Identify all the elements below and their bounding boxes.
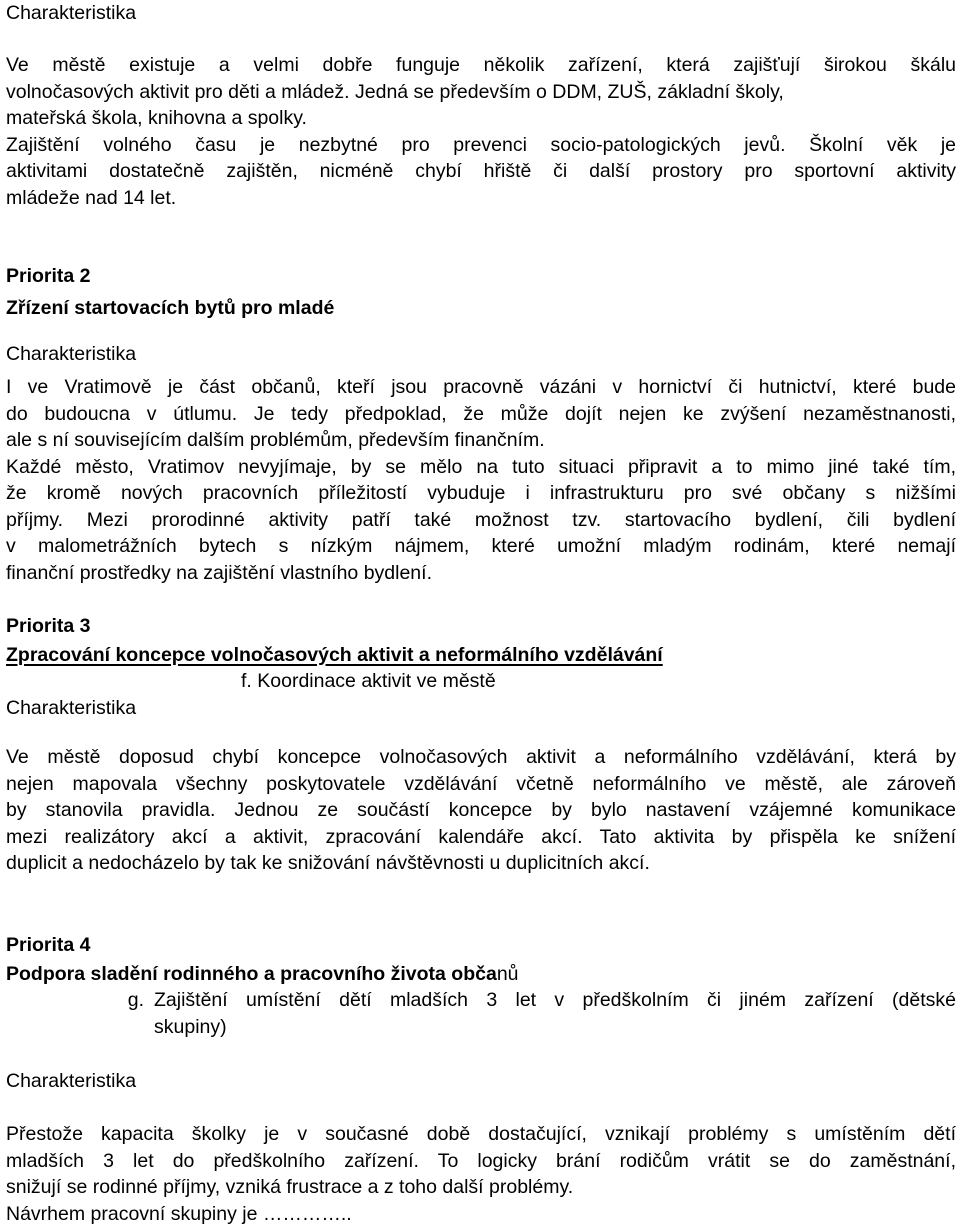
paragraph-line: Každé město, Vratimov nevyjímaje, by se mělo na tuto situaci připravit a to mimo jiné také tím, [6, 455, 956, 478]
priority-4-characteristics [6, 1068, 956, 1095]
priority-4-paragraph [6, 1121, 956, 1227]
priority-4-block [6, 932, 956, 1040]
paragraph-line: volnočasových aktivit pro děti a mládež. Jedná se především o DDM, ZUŠ, základní školy, [6, 80, 784, 103]
list-item [6, 987, 956, 1040]
paragraph-line: snižují se rodinné příjmy, vzniká frustrace a z toho další problémy. [6, 1176, 574, 1198]
priority-label: Priorita 4 [6, 934, 91, 956]
paragraph-line: že kromě nových pracovních příležitostí vybuduje i infrastrukturu pro své občany s nižšími [6, 482, 956, 504]
paragraph-line: finanční prostředky na zajištění vlastního bydlení. [6, 561, 432, 584]
paragraph-line: mladších 3 let do předškolního zařízení. To logicky brání rodičům vrátit se do zaměstnání, [6, 1149, 956, 1172]
priority-label: Priorita 3 [6, 615, 91, 637]
priority-3-paragraph [6, 744, 956, 877]
paragraph-line: mezi realizátory akcí a aktivit, zpracování kalendáře akcí. Tato aktivita by přispěla ke snížení [6, 825, 956, 848]
paragraph-line: Návrhem pracovní skupiny je ………….. [6, 1202, 352, 1225]
list-marker: g. [127, 989, 144, 1011]
paragraph-line: mládeže nad 14 let. [6, 186, 177, 209]
section-1-paragraph [6, 52, 956, 211]
paragraph-line: nejen mapovala všechny poskytovatele vzdělávání včetně neformálního ve městě, ale zároveň [6, 772, 956, 795]
section-heading: Charakteristika [6, 696, 137, 719]
priority-2-block [6, 263, 956, 321]
paragraph-line: Ve městě doposud chybí koncepce volnočasových aktivit a neformálního vzdělávání, která by [6, 746, 956, 768]
paragraph-line: Ve městě existuje a velmi dobře funguje několik zařízení, která zajišťují širokou škálu [6, 54, 956, 76]
priority-2-characteristics [6, 341, 956, 368]
section-1 [6, 0, 956, 27]
section-heading: Charakteristika [6, 1070, 137, 1092]
priority-label: Priorita 2 [6, 265, 91, 287]
priority-title: Zřízení startovacích bytů pro mladé [6, 296, 335, 319]
list-item: f. Koordinace aktivit ve městě [241, 670, 496, 692]
paragraph-line: by stanovila pravidla. Jednou ze součástí koncepce by bylo nastavení vzájemné komunikace [6, 799, 956, 821]
paragraph-line: Zajištění volného času je nezbytné pro prevenci socio-patologických jevů. Školní věk je [6, 133, 956, 156]
priority-title: Podpora sladění rodinného a pracovního života občanů [6, 962, 519, 985]
priority-3-block [6, 613, 956, 721]
list-item-line: skupiny) [154, 1015, 227, 1038]
priority-title: Zpracování koncepce volnočasových aktivit a neformálního vzdělávání [6, 643, 663, 666]
priority-2-paragraph [6, 374, 956, 586]
list-item-line: Zajištění umístění dětí mladších 3 let v předškolním či jiném zařízení (dětské [154, 989, 956, 1011]
section-heading: Charakteristika [6, 343, 137, 365]
paragraph-line: aktivitami dostatečně zajištěn, nicméně chybí hřiště či další prostory pro sportovní aktivity [6, 160, 956, 182]
section-heading: Charakteristika [6, 2, 137, 24]
paragraph-line: Přestože kapacita školky je v současné době dostačující, vznikají problémy s umístěním dětí [6, 1123, 956, 1145]
paragraph-line: příjmy. Mezi prorodinné aktivity patří také možnost tzv. startovacího bydlení, čili bydlení [6, 508, 956, 531]
paragraph-line: duplicit a nedocházelo by tak ke snižování návštěvnosti u duplicitních akcí. [6, 852, 650, 874]
paragraph-line: do budoucna v útlumu. Je tedy předpoklad, že může dojít nejen ke zvýšení nezaměstnanosti, [6, 402, 956, 425]
paragraph-line: v malometrážních bytech s nízkým nájmem, které umožní mladým rodinám, které nemají [6, 535, 956, 557]
paragraph-line: mateřská škola, knihovna a spolky. [6, 107, 307, 129]
paragraph-line: I ve Vratimově je část občanů, kteří jsou pracovně vázáni v hornictví či hutnictví, které bude [6, 376, 956, 398]
paragraph-line: ale s ní souvisejícím dalším problémům, především finančním. [6, 429, 545, 451]
